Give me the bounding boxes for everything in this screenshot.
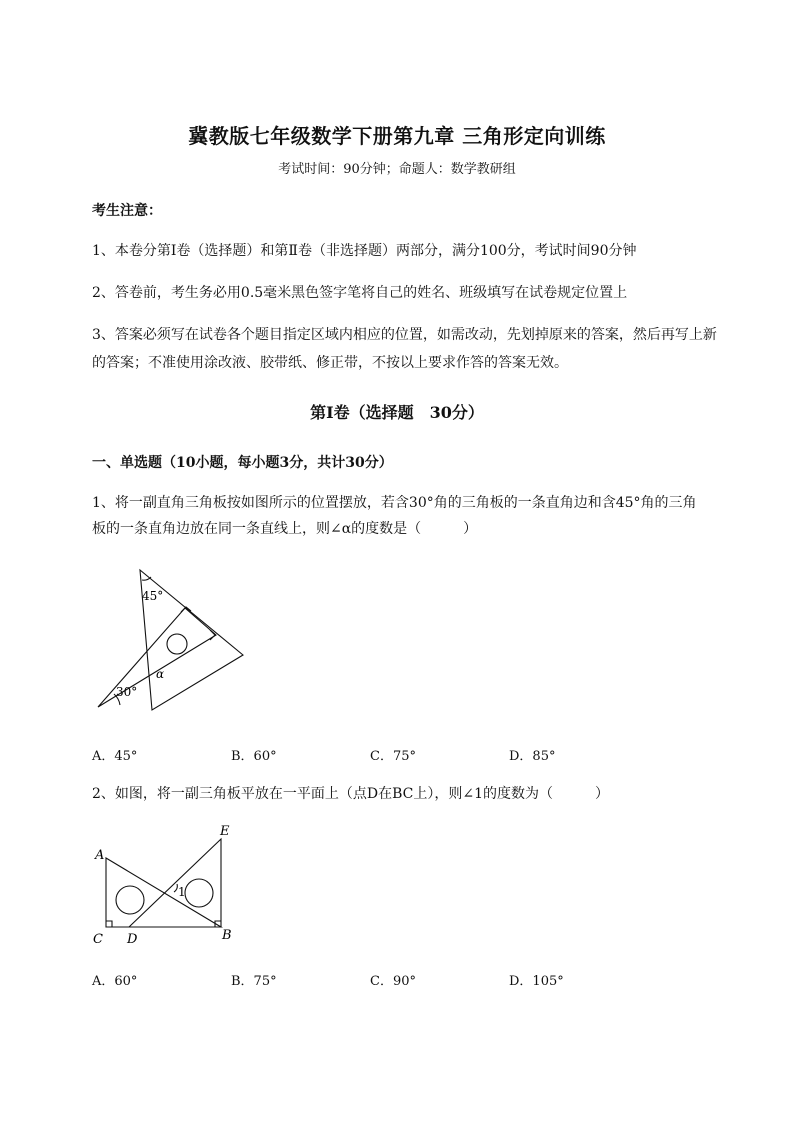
question-1-option-a[interactable]: A．45°	[92, 749, 138, 764]
section-title: 第Ⅰ卷（选择题 30分）	[310, 403, 484, 422]
question-2-option-c[interactable]: C．90°	[370, 974, 416, 989]
point-label-e: E	[220, 824, 230, 839]
angle-label-30: 30°	[116, 685, 138, 699]
question-2-option-a[interactable]: A．60°	[92, 974, 138, 989]
question-1-option-d[interactable]: D．85°	[509, 749, 556, 764]
page-title: 冀教版七年级数学下册第九章 三角形定向训练	[188, 124, 606, 148]
question-2-line-1: 2、如图，将一副三角板平放在一平面上（点D在BC上），则∠1的度数为（ ）	[92, 786, 610, 802]
question-2-option-d[interactable]: D．105°	[509, 974, 564, 989]
triangle-deb	[129, 839, 221, 927]
question-1-line-1: 1、将一副直角三角板按如图所示的位置摆放，若含30°角的三角板的一条直角边和含45°角的三角	[92, 495, 697, 511]
notice-item-2: 2、答卷前，考生务必用0.5毫米黑色签字笔将自己的姓名、班级填写在试卷规定位置上	[92, 285, 628, 301]
question-1-option-c[interactable]: C．75°	[370, 749, 416, 764]
notice-heading: 考生注意：	[92, 203, 162, 219]
notice-item-1: 1、本卷分第Ⅰ卷（选择题）和第Ⅱ卷（非选择题）两部分，满分100分，考试时间90分钟	[92, 243, 637, 259]
notice-item-3-continued: 的答案；不准使用涂改液、胶带纸、修正带，不按以上要求作答的答案无效。	[92, 355, 568, 371]
point-label-d: D	[127, 932, 138, 947]
angle-label-alpha: α	[156, 667, 165, 681]
point-label-b: B	[222, 928, 232, 943]
triangle-abc	[106, 858, 221, 927]
question-1-figure	[90, 560, 255, 715]
point-label-a: A	[95, 848, 105, 863]
part-heading: 一、单选题（10小题，每小题3分，共计30分）	[92, 455, 393, 471]
question-1-option-b[interactable]: B．60°	[231, 749, 277, 764]
question-1-line-2: 板的一条直角边放在同一条直线上，则∠α的度数是（ ）	[92, 521, 478, 537]
triangle-hole	[167, 634, 187, 654]
question-2-option-b[interactable]: B．75°	[231, 974, 277, 989]
exam-info: 考试时间：90分钟；命题人：数学教研组	[278, 162, 516, 177]
notice-item-3: 3、答案必须写在试卷各个题目指定区域内相应的位置，如需改动，先划掉原来的答案，然后再写上新	[92, 327, 717, 343]
angle-label-1: 1	[178, 885, 186, 899]
angle-label-45: 45°	[142, 589, 164, 603]
question-2-figure	[88, 820, 248, 950]
point-label-c: C	[93, 932, 103, 947]
